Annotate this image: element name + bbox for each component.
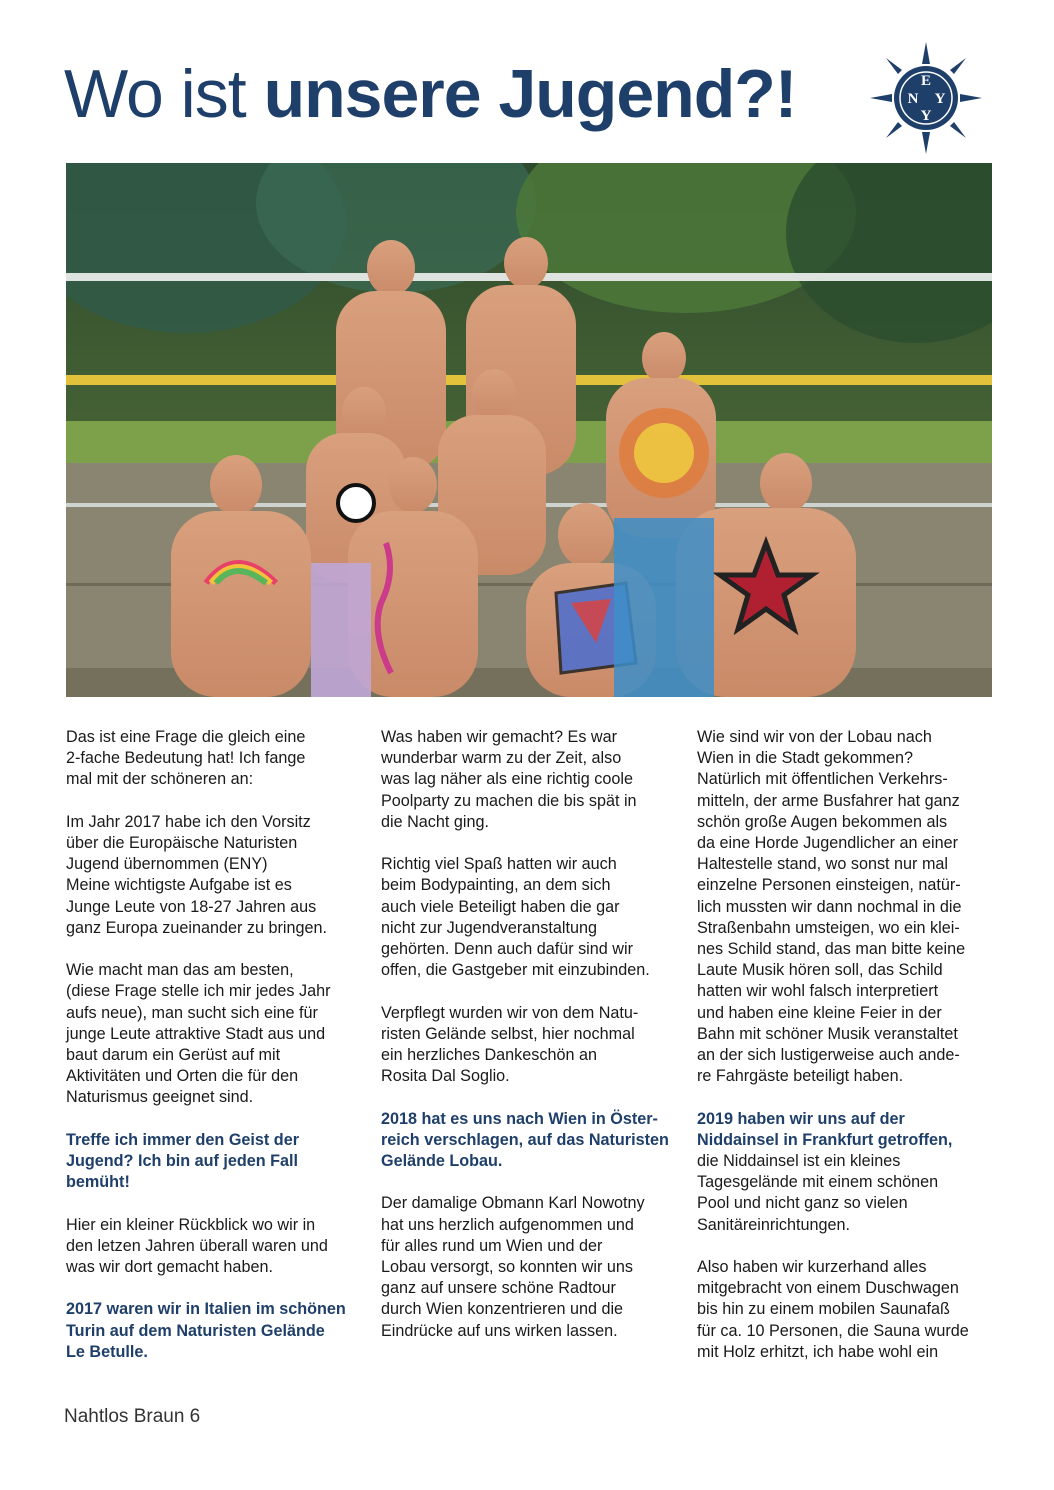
compass-rose-icon (868, 40, 984, 156)
eny-logo (868, 40, 984, 156)
logo-letter-y-bottom: Y (920, 108, 932, 124)
title-bold: unsere Jugend?! (263, 56, 797, 132)
paragraph: Wie sind wir von der Lobau nach Wien in die Stadt gekommen? Natürlich mit öffentlichen Verkehrs- mitteln, der arme Busfahrer hat ganz schön große Augen bekommen als da eine Horde Jugendlicher an einer Haltestelle stand, wo sonst nur mal einzelne Personen einsteigen, natür- lich mussten wir dann nochmal in die Straßenbahn umsteigen, wo ein klei- nes Schild stand, das man bitte keine Laute Musik hören soll, das Schild hatten wir wohl falsch interpretiert und haben eine kleine Feier in der Bahn mit schöner Musik veranstaltet an der sich lustigerweise auch ande- re Fahrgäste beteiligt haben. (697, 728, 966, 1086)
logo-letter-e: E (920, 73, 932, 89)
section-heading: Treffe ich immer den Geist der Jugend? Ich bin auf jeden Fall bemüht! (66, 1130, 299, 1192)
paragraph: Was haben wir gemacht? Es war wunderbar warm zu der Zeit, also was lag näher als eine richtig coole Poolparty zu machen die bis spät in die Nacht ging. (381, 728, 637, 831)
section-heading: 2019 haben wir uns auf der Niddainsel in Frankfurt getroffen, (697, 1109, 953, 1149)
bodypainting-group-photo (66, 163, 992, 697)
paragraph-text: die Niddainsel ist ein kleines Tagesgelände mit einem schönen Pool und nicht ganz so vielen Sanitäreinrichtungen. (697, 1152, 939, 1234)
paragraph: Das ist eine Frage die gleich eine 2-fache Bedeutung hat! Ich fange mal mit der schöneren an: (66, 728, 306, 789)
text-column-3 (697, 727, 997, 1384)
logo-letter-y-right: Y (934, 91, 946, 107)
section-heading: 2017 waren wir in Italien im schönen Turin auf dem Naturisten Gelände Le Betulle. (66, 1300, 346, 1361)
paragraph: Wie macht man das am besten, (diese Frage stelle ich mir jedes Jahr aufs neue), man sucht sich eine für junge Leute attraktive Stadt aus und baut darum ein Gerüst auf mit Aktivitäten und Orten die für den Naturismus geeignet sind. (66, 961, 331, 1107)
paragraph: Hier ein kleiner Rückblick wo wir in den letzen Jahren überall waren und was wir dort gemacht haben. (66, 1215, 328, 1277)
paragraph: Verpflegt wurden wir von dem Natu- risten Gelände selbst, hier nochmal ein herzliches Dankeschön an Rosita Dal Soglio. (381, 1003, 639, 1086)
paragraph: Also haben wir kurzerhand alles mitgebracht von einem Duschwagen bis hin zu einem mobilen Saunafaß für ca. 10 Personen, die Sauna wurde mit Holz erhitzt, ich habe wohl ein (697, 1258, 969, 1361)
paragraph: Richtig viel Spaß hatten wir auch beim Bodypainting, an dem sich auch viele Beteiligt haben die gar nicht zur Jugendveranstaltung gehörten. Denn auch dafür sind wir offen, die Gastgeber mit einzubinden. (381, 855, 650, 980)
paragraph: Der damalige Obmann Karl Nowotny hat uns herzlich aufgenommen und für alles rund um Wien und der Lobau versorgt, so konnten wir uns ganz auf unsere schöne Radtour durch Wien konzentrieren und die Eindrücke auf uns wirken lassen. (381, 1194, 645, 1340)
paragraph-with-heading (697, 1109, 997, 1236)
text-column-2 (381, 727, 681, 1363)
section-heading: 2018 hat es uns nach Wien in Öster- reich verschlagen, auf das Naturisten Gelände Lobau. (381, 1109, 669, 1171)
title-light: Wo ist (64, 56, 264, 132)
page-title (64, 52, 796, 136)
text-column-1 (66, 727, 366, 1384)
logo-letter-n: N (907, 91, 919, 107)
page-footer: Nahtlos Braun 6 (64, 1406, 201, 1427)
paragraph: Im Jahr 2017 habe ich den Vorsitz über die Europäische Naturisten Jugend übernommen (ENY) Meine wichtigste Aufgabe ist es Junge Leute von 18-27 Jahren aus ganz Europa zueinander zu bringen. (66, 812, 327, 937)
